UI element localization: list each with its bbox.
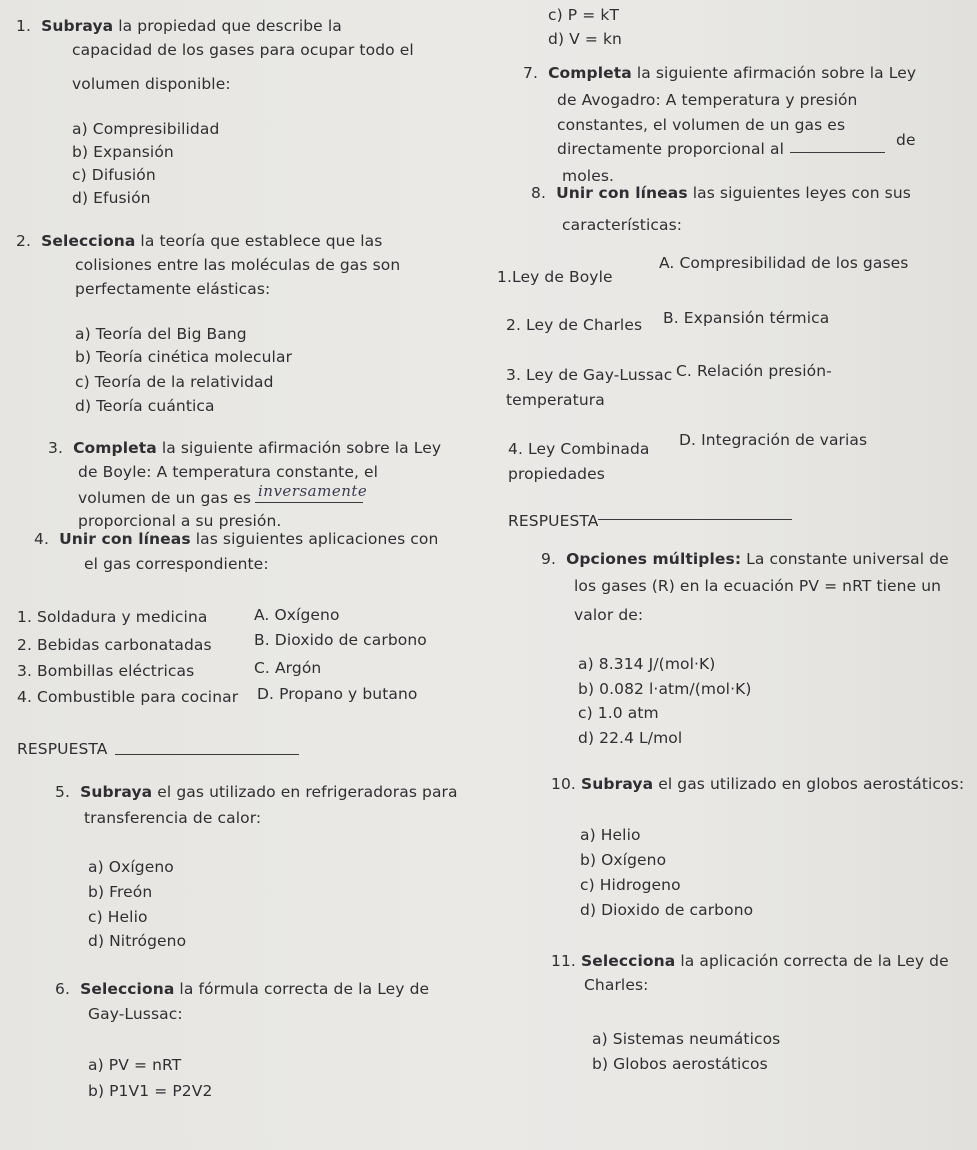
q11-option-b[interactable]: b) Globos aerostáticos [592, 1055, 768, 1073]
q11-text: la aplicación correcta de la Ley de [675, 952, 949, 970]
q4-respuesta-label: RESPUESTA [17, 740, 108, 758]
q1-option-d[interactable]: d) Efusión [72, 189, 151, 207]
q11-heading [551, 952, 949, 970]
q1-option-a[interactable]: a) Compresibilidad [72, 120, 220, 138]
q5-text: el gas utilizado en refrigeradoras para [152, 783, 458, 801]
q3-handwritten-answer[interactable]: inversamente [258, 482, 368, 500]
q8-number: 8. [531, 184, 546, 202]
q9-option-a[interactable]: a) 8.314 J/(mol·K) [578, 655, 716, 673]
q7-line2: de Avogadro: A temperatura y presión [557, 91, 858, 109]
q8-char-a[interactable]: A. Compresibilidad de los gases [659, 254, 909, 272]
q4-heading [34, 530, 438, 548]
q4-item-2[interactable]: 2. Bebidas carbonatadas [17, 636, 212, 654]
q4-line2: el gas correspondiente: [84, 555, 269, 573]
q1-heading [16, 17, 342, 35]
q5-option-d[interactable]: d) Nitrógeno [88, 932, 187, 950]
q5-line2: transferencia de calor: [84, 809, 262, 827]
q4-item-3[interactable]: 3. Bombillas eléctricas [17, 662, 195, 680]
q10-number: 10. [551, 775, 576, 793]
q9-heading [541, 550, 949, 568]
q2-option-b[interactable]: b) Teoría cinética molecular [75, 348, 293, 366]
q7-line4: directamente proporcional al [557, 140, 784, 158]
q7-line3: constantes, el volumen de un gas es [557, 116, 846, 134]
q7-last-line: moles. [562, 167, 615, 185]
q1-option-c[interactable]: c) Difusión [72, 166, 156, 184]
q1-verb: Subraya [41, 17, 114, 35]
q2-line2: colisiones entre las moléculas de gas son [75, 256, 401, 274]
q11-number: 11. [551, 952, 576, 970]
q8-heading [531, 184, 911, 202]
q10-verb: Subraya [580, 775, 654, 793]
q4-item-4[interactable]: 4. Combustible para cocinar [17, 688, 239, 706]
q2-heading [16, 232, 382, 250]
q5-option-c[interactable]: c) Helio [88, 908, 148, 926]
q9-option-b[interactable]: b) 0.082 l·atm/(mol·K) [578, 680, 752, 698]
q5-option-a[interactable]: a) Oxígeno [88, 858, 174, 876]
q1-option-d-cont[interactable]: d) V = kn [548, 30, 622, 48]
q6-option-b[interactable]: b) P1V1 = P2V2 [88, 1082, 213, 1100]
q5-verb: Subraya [80, 783, 153, 801]
q4-match-a[interactable]: A. Oxígeno [254, 606, 340, 624]
q3-number: 3. [48, 439, 63, 457]
q2-line3: perfectamente elásticas: [75, 280, 271, 298]
q4-match-c[interactable]: C. Argón [254, 659, 322, 677]
q7-heading [523, 64, 916, 82]
q8-law-1[interactable]: 1.Ley de Boyle [497, 268, 613, 286]
q2-number: 2. [16, 232, 31, 250]
q8-line2: características: [562, 216, 683, 234]
q8-law-4[interactable]: 4. Ley Combinada [508, 440, 650, 458]
q9-number: 9. [541, 550, 556, 568]
q10-text: el gas utilizado en globos aerostáticos: [653, 775, 965, 793]
q1-option-b[interactable]: b) Expansión [72, 143, 174, 161]
q8-char-d[interactable]: D. Integración de varias [679, 431, 868, 449]
q2-option-a[interactable]: a) Teoría del Big Bang [75, 325, 247, 343]
q3-text: la siguiente afirmación sobre la Ley [156, 439, 442, 457]
q7-answer-blank[interactable] [790, 152, 885, 153]
q8-respuesta-label: RESPUESTA [508, 512, 599, 530]
q11-line2: Charles: [584, 976, 649, 994]
q2-text: la teoría que establece que las [135, 232, 383, 250]
q9-option-c[interactable]: c) 1.0 atm [578, 704, 659, 722]
q3-answer-blank[interactable] [255, 502, 363, 503]
q4-respuesta-blank[interactable] [115, 754, 299, 755]
q9-text: La constante universal de [741, 550, 949, 568]
q4-verb: Unir con líneas [59, 530, 191, 548]
q5-heading [55, 783, 458, 801]
q7-text: la siguiente afirmación sobre la Ley [631, 64, 917, 82]
q1-text: la propiedad que describe la [113, 17, 342, 35]
q6-heading [55, 980, 429, 998]
q8-char-b[interactable]: B. Expansión térmica [663, 309, 830, 327]
q2-option-d[interactable]: d) Teoría cuántica [75, 397, 215, 415]
q10-option-d[interactable]: d) Dioxido de carbono [580, 901, 754, 919]
q7-after-blank: de [896, 131, 916, 149]
q10-heading [551, 775, 964, 793]
q3-line2: de Boyle: A temperatura constante, el [78, 463, 379, 481]
q8-law-3-cont: temperatura [506, 391, 605, 409]
q3-verb: Completa [73, 439, 157, 457]
q9-option-d[interactable]: d) 22.4 L/mol [578, 729, 683, 747]
q10-option-b[interactable]: b) Oxígeno [580, 851, 667, 869]
q4-match-d[interactable]: D. Propano y butano [257, 685, 418, 703]
q2-verb: Selecciona [41, 232, 136, 250]
q10-option-a[interactable]: a) Helio [580, 826, 641, 844]
q7-verb: Completa [548, 64, 632, 82]
q9-line3: valor de: [574, 606, 644, 624]
q8-law-2[interactable]: 2. Ley de Charles [506, 316, 643, 334]
q1-line3: volumen disponible: [72, 75, 231, 93]
q6-option-a[interactable]: a) PV = nRT [88, 1056, 182, 1074]
q8-verb: Unir con líneas [556, 184, 688, 202]
q2-option-c[interactable]: c) Teoría de la relatividad [75, 373, 274, 391]
q6-line2: Gay-Lussac: [88, 1005, 183, 1023]
q4-text: las siguientes aplicaciones con [190, 530, 439, 548]
q4-item-1[interactable]: 1. Soldadura y medicina [17, 608, 208, 626]
q7-number: 7. [523, 64, 538, 82]
q9-line2: los gases (R) en la ecuación PV = nRT tiene un [574, 577, 942, 595]
q8-law-3[interactable]: 3. Ley de Gay-Lussac [506, 366, 673, 384]
q1-option-c-cont[interactable]: c) P = kT [548, 6, 620, 24]
q6-text: la fórmula correcta de la Ley de [174, 980, 430, 998]
q4-number: 4. [34, 530, 49, 548]
q8-char-c[interactable]: C. Relación presión- [676, 362, 832, 380]
q3-line3: volumen de un gas es [78, 489, 251, 507]
q11-verb: Selecciona [580, 952, 676, 970]
q6-number: 6. [55, 980, 70, 998]
q3-line4: proporcional a su presión. [78, 512, 282, 530]
q8-text: las siguientes leyes con sus [687, 184, 911, 202]
q1-line2: capacidad de los gases para ocupar todo el [72, 41, 414, 59]
q9-verb: Opciones múltiples: [566, 550, 742, 568]
q10-option-c[interactable]: c) Hidrogeno [580, 876, 681, 894]
q8-law-4-cont: propiedades [508, 465, 605, 483]
q5-option-b[interactable]: b) Freón [88, 883, 153, 901]
q11-option-a[interactable]: a) Sistemas neumáticos [592, 1030, 781, 1048]
q5-number: 5. [55, 783, 70, 801]
q1-number: 1. [16, 17, 31, 35]
q4-match-b[interactable]: B. Dioxido de carbono [254, 631, 427, 649]
q3-heading [48, 439, 441, 457]
q6-verb: Selecciona [80, 980, 175, 998]
q8-respuesta-blank[interactable] [598, 519, 792, 520]
